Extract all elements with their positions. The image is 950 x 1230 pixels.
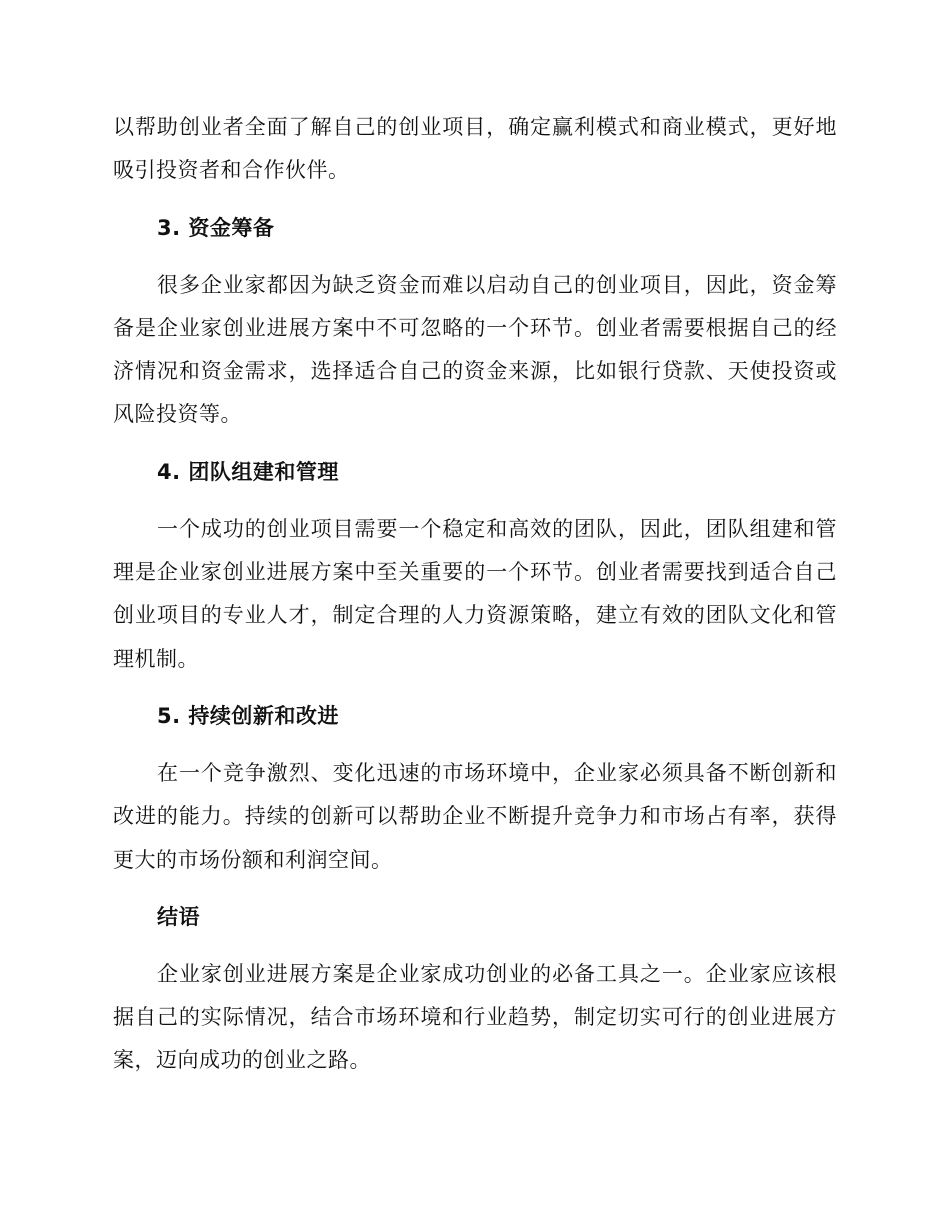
section-body-conclusion: 企业家创业进展方案是企业家成功创业的必备工具之一。企业家应该根据自己的实际情况，结合市场环境和行业趋势，制定切实可行的创业进展方案，迈向成功的创业之路。 [113,961,837,1073]
section-body-team: 一个成功的创业项目需要一个稳定和高效的团队，因此，团队组建和管理是企业家创业进展方案中至关重要的一个环节。创业者需要找到适合自己创业项目的专业人才，制定合理的人力资源策略，建立有效的团队文化和管理机制。 [113,516,837,671]
section-heading-funding: 3. 资金筹备 [157,215,275,240]
section-body-innovation: 在一个竞争激烈、变化迅速的市场环境中，企业家必须具备不断创新和改进的能力。持续的创新可以帮助企业不断提升竞争力和市场占有率，获得更大的市场份额和利润空间。 [113,760,837,872]
section-heading-conclusion: 结语 [157,904,200,929]
section-heading-innovation: 5. 持续创新和改进 [157,703,339,728]
intro-paragraph: 以帮助创业者全面了解自己的创业项目，确定赢利模式和商业模式，更好地吸引投资者和合作伙伴。 [113,115,837,183]
section-heading-team: 4. 团队组建和管理 [157,459,339,484]
section-body-funding: 很多企业家都因为缺乏资金而难以启动自己的创业项目，因此，资金筹备是企业家创业进展方案中不可忽略的一个环节。创业者需要根据自己的经济情况和资金需求，选择适合自己的资金来源，比如银行贷款、天使投资或风险投资等。 [113,272,837,427]
document-page [113,106,837,1083]
